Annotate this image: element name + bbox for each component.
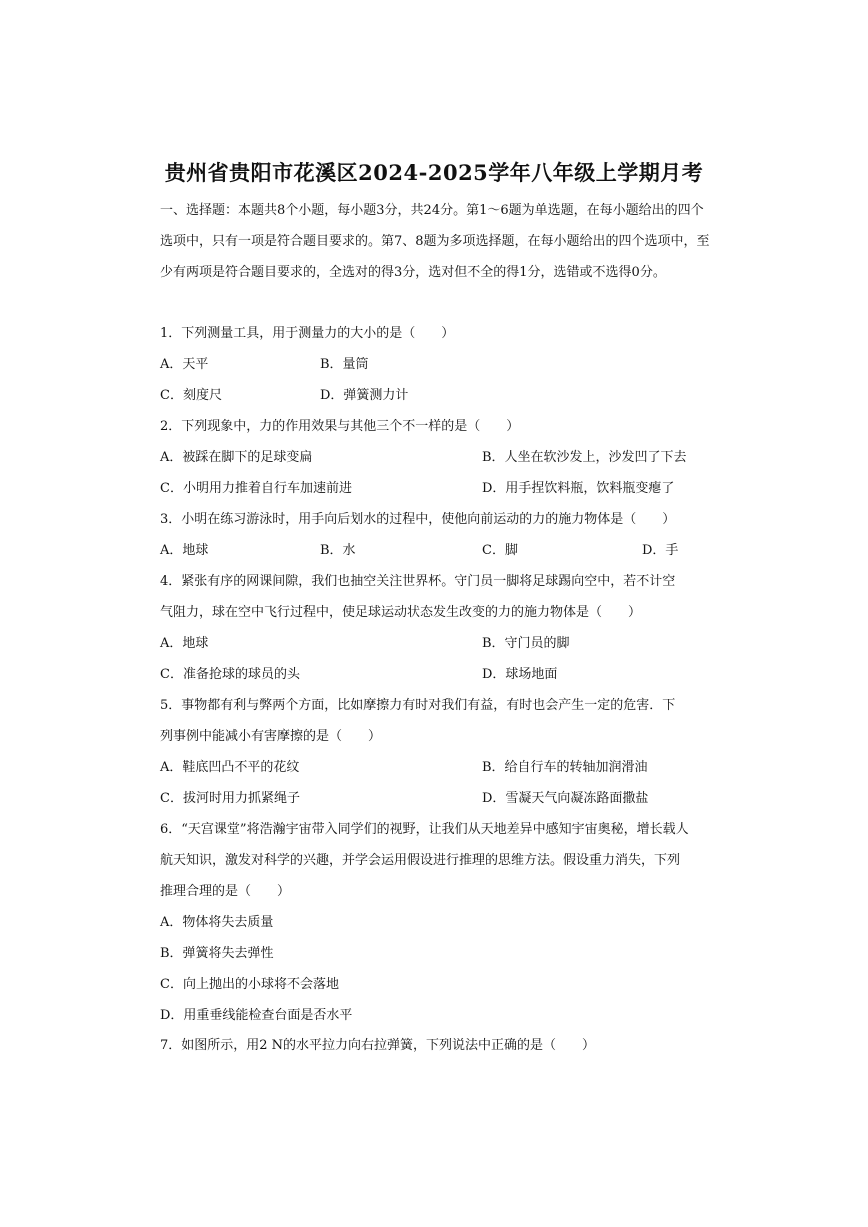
question-4-stem-line-2: 气阻力，球在空中飞行过程中，使足球运动状态发生改变的力的施力物体是（ ） <box>160 605 642 620</box>
question-5-option-d: D．雪凝天气向凝冻路面撒盐 <box>482 791 649 806</box>
question-5-option-c: C．拔河时用力抓紧绳子 <box>160 791 300 806</box>
question-2-option-d: D．用手捏饮料瓶，饮料瓶变瘪了 <box>482 481 675 496</box>
question-3-option-b: B．水 <box>320 543 356 558</box>
question-6-option-c: C．向上抛出的小球将不会落地 <box>160 977 339 992</box>
question-7-stem: 7．如图所示，用2 N的水平拉力向右拉弹簧，下列说法中正确的是（ ） <box>160 1038 596 1053</box>
question-5-stem-line-1: 5．事物都有利与弊两个方面，比如摩擦力有时对我们有益，有时也会产生一定的危害．下 <box>160 698 676 713</box>
question-5-option-b: B．给自行车的转轴加润滑油 <box>482 760 648 775</box>
question-5-option-a: A．鞋底凹凸不平的花纹 <box>160 760 300 775</box>
question-4-option-b: B．守门员的脚 <box>482 636 570 651</box>
question-1-option-c: C．刻度尺 <box>160 388 222 403</box>
question-6-stem-line-2: 航天知识，激发对科学的兴趣，并学会运用假设进行推理的思维方法。假设重力消失，下列 <box>160 853 681 868</box>
question-4-option-c: C．准备抢球的球员的头 <box>160 667 300 682</box>
question-3-option-a: A．地球 <box>160 543 209 558</box>
question-1-option-d: D．弹簧测力计 <box>320 388 409 403</box>
question-6-option-d: D．用重垂线能检查台面是否水平 <box>160 1008 353 1023</box>
question-4-stem-line-1: 4．紧张有序的网课间隙，我们也抽空关注世界杯。守门员一脚将足球踢向空中，若不计空 <box>160 574 676 589</box>
question-2-option-b: B．人坐在软沙发上，沙发凹了下去 <box>482 450 687 465</box>
question-3-option-c: C．脚 <box>482 543 518 558</box>
question-2-option-c: C．小明用力推着自行车加速前进 <box>160 481 352 496</box>
question-5-stem-line-2: 列事例中能减小有害摩擦的是（ ） <box>160 729 382 744</box>
section-instructions: 一、选择题：本题共8个小题，每小题3分，共24分。第1～6题为单选题，在每小题给出的四个选项中，只有一项是符合题目要求的。第7、8题为多项选择题，在每小题给出的四个选项中，至少有两项是符合题目要求的，全选对的得3分，选对但不全的得1分，选错或不选得0分。 <box>160 203 710 280</box>
question-6-stem-line-3: 推理合理的是（ ） <box>160 884 291 899</box>
question-3-option-d: D．手 <box>642 543 679 558</box>
question-6-option-a: A．物体将失去质量 <box>160 915 274 930</box>
page-title: 贵州省贵阳市花溪区2024-2025学年八年级上学期月考 <box>164 160 704 185</box>
question-6-option-b: B．弹簧将失去弹性 <box>160 946 274 961</box>
question-4-option-a: A．地球 <box>160 636 209 651</box>
question-6-stem-line-1: 6．“天宫课堂”将浩瀚宇宙带入同学们的视野，让我们从天地差异中感知宇宙奥秘，增长载人 <box>160 822 689 837</box>
question-2-option-a: A．被踩在脚下的足球变扁 <box>160 450 313 465</box>
question-1-option-a: A．天平 <box>160 357 209 372</box>
question-1-option-b: B．量筒 <box>320 357 369 372</box>
question-2-stem: 2．下列现象中，力的作用效果与其他三个不一样的是（ ） <box>160 419 520 434</box>
question-1-stem: 1．下列测量工具，用于测量力的大小的是（ ） <box>160 326 455 341</box>
question-3-stem: 3．小明在练习游泳时，用手向后划水的过程中，使他向前运动的力的施力物体是（ ） <box>160 512 676 527</box>
question-4-option-d: D．球场地面 <box>482 667 558 682</box>
